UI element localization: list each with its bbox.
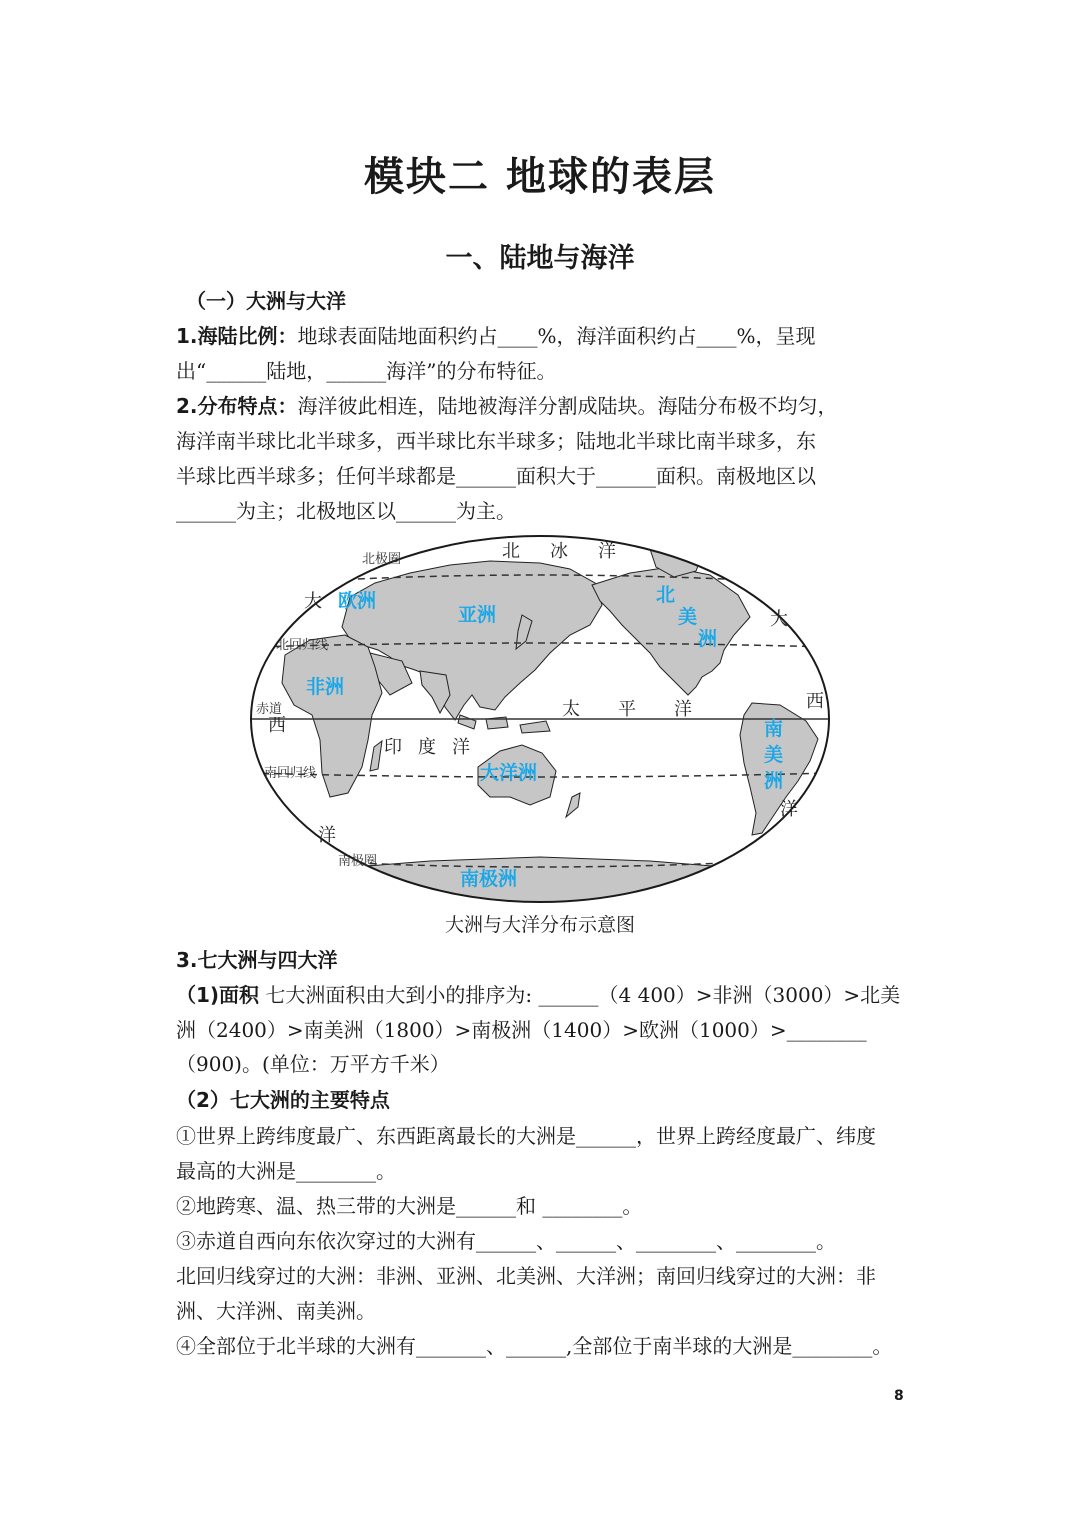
item-2-line-1 xyxy=(176,392,838,420)
item-3-heading: 3.七大洲与四大洋 xyxy=(176,948,338,972)
item-2-line-4: ______为主；北极地区以______为主。 xyxy=(176,499,516,523)
item-2-label: 2.分布特点： xyxy=(176,394,298,418)
atlantic-east-char-2: 西 xyxy=(806,691,824,712)
tropic-of-capricorn-label: 南回归线 xyxy=(264,766,317,781)
europe-label: 欧洲 xyxy=(338,590,377,612)
antarctica-label: 南极洲 xyxy=(460,868,518,890)
features-heading: （2）七大洲的主要特点 xyxy=(176,1088,390,1112)
item-2-line-2: 海洋南半球比北半球多，西半球比东半球多；陆地北半球比南半球多，东 xyxy=(176,429,816,453)
atlantic-west-char-2: 西 xyxy=(268,715,286,736)
north-america-char-2: 美 xyxy=(678,606,698,628)
arctic-circle-label: 北极圈 xyxy=(362,552,402,567)
area-line-2: 洲（2400）>南美洲（1800）>南极洲（1400）>欧洲（1000）>________ xyxy=(176,1018,867,1042)
area-label: （1)面积 xyxy=(176,983,260,1007)
south-america-char-2: 美 xyxy=(764,744,784,766)
north-america-char-3: 洲 xyxy=(698,628,718,650)
item-1-text: 地球表面陆地面积约占____%，海洋面积约占____%，呈现 xyxy=(297,324,816,348)
question-4: ④全部位于北半球的大洲有_______、______,全部位于南半球的大洲是________。 xyxy=(176,1334,893,1358)
item-2-line-3: 半球比西半球多；任何半球都是______面积大于______面积。南极地区以 xyxy=(176,464,816,488)
area-line-1 xyxy=(176,981,900,1009)
pacific-char-3: 洋 xyxy=(674,699,692,720)
pacific-char-1: 太 xyxy=(562,699,580,720)
equator-label: 赤道 xyxy=(256,702,283,717)
pacific-char-2: 平 xyxy=(618,699,636,720)
area-line-3: （900)。(单位：万平方千米） xyxy=(176,1052,450,1076)
atlantic-west-char-1: 大 xyxy=(304,591,322,612)
antarctic-circle-label: 南极圈 xyxy=(338,854,378,869)
arctic-ocean-char-2: 冰 xyxy=(550,541,568,562)
map-body xyxy=(250,535,830,903)
indian-char-3: 洋 xyxy=(452,737,470,758)
question-1-line-1: ①世界上跨纬度最广、东西距离最长的大洲是______，世界上跨经度最广、纬度 xyxy=(176,1124,876,1148)
map-caption: 大洲与大洋分布示意图 xyxy=(444,914,635,936)
oceania-label: 大洋洲 xyxy=(480,762,538,784)
page-title: 模块二 地球的表层 xyxy=(364,154,716,200)
africa-label: 非洲 xyxy=(306,676,345,698)
atlantic-east-char-1: 大 xyxy=(770,609,788,630)
arctic-ocean-char-1: 北 xyxy=(502,541,520,562)
asia-label: 亚洲 xyxy=(458,604,497,626)
atlantic-east-char-3: 洋 xyxy=(780,799,798,820)
item-1-line-1 xyxy=(176,322,816,350)
area-text: 七大洲面积由大到小的排序为: ______（4 400）>非洲（3000）>北美 xyxy=(259,983,901,1007)
subsection-heading: （一）大洲与大洋 xyxy=(186,289,346,313)
section-title: 一、陆地与海洋 xyxy=(445,243,635,274)
note-line-1: 北回归线穿过的大洲：非洲、亚洲、北美洲、大洋洲；南回归线穿过的大洲：非 xyxy=(176,1264,876,1288)
arctic-ocean-char-3: 洋 xyxy=(598,541,616,562)
south-america-char-1: 南 xyxy=(764,718,784,740)
tropic-of-cancer-label: 北回归线 xyxy=(276,638,329,653)
indian-char-2: 度 xyxy=(418,737,436,758)
north-america-char-1: 北 xyxy=(656,584,676,606)
antarctica-landmass xyxy=(250,857,830,903)
item-1-label: 1.海陆比例： xyxy=(176,324,298,348)
question-3: ③赤道自西向东依次穿过的大洲有______、______、________、________。 xyxy=(176,1229,836,1253)
south-america-char-3: 洲 xyxy=(764,770,784,792)
note-line-2: 洲、大洋洲、南美洲。 xyxy=(176,1299,376,1323)
indian-char-1: 印 xyxy=(384,737,402,758)
world-map xyxy=(250,535,830,903)
question-1-line-2: 最高的大洲是________。 xyxy=(176,1159,396,1183)
item-1-line-2: 出“______陆地，______海洋”的分布特征。 xyxy=(176,359,557,383)
question-2: ②地跨寒、温、热三带的大洲是______和 ________。 xyxy=(176,1194,643,1218)
page-number: 8 xyxy=(894,1388,904,1404)
atlantic-west-char-3: 洋 xyxy=(318,825,336,846)
item-2-text: 海洋彼此相连，陆地被海洋分割成陆块。海陆分布极不均匀， xyxy=(297,394,838,418)
